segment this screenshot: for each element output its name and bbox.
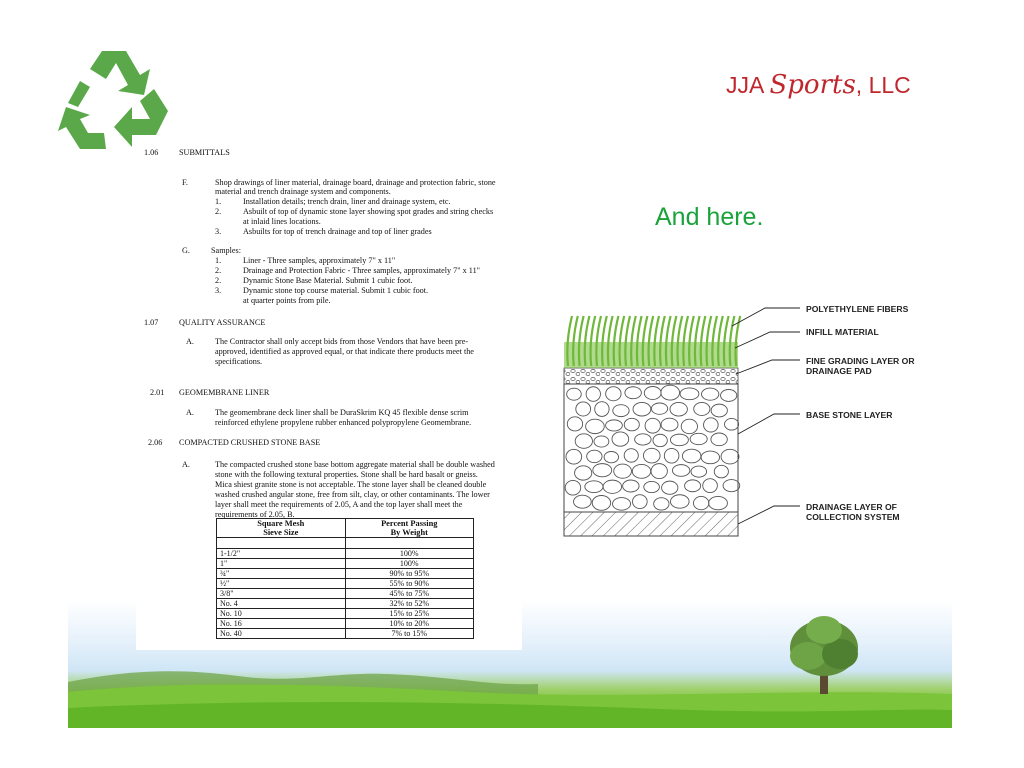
paragraph-line: material and trench drainage system and components. (215, 187, 391, 196)
label-drainage-layer: DRAINAGE LAYER OF COLLECTION SYSTEM (806, 502, 900, 522)
paragraph-line: The compacted crushed stone base bottom aggregate material shall be double washed (215, 460, 495, 469)
label-polyethylene-fibers: POLYETHYLENE FIBERS (806, 304, 909, 314)
paragraph-line: washed crushed angular stone, free from silt, clay, or other contaminants. The lower (215, 490, 490, 499)
paragraph-line: layer shall meet the requirements of 2.05, A and the top layer shall meet the (215, 500, 463, 509)
list-number: 2. (215, 207, 222, 216)
table-row: No. 16 10% to 20% (217, 619, 474, 629)
paragraph-line: stone with the following textural properties. Stone shall be hard basalt or gneiss. (215, 470, 478, 479)
section-number: 1.07 (144, 318, 159, 327)
list-number: 1. (215, 256, 222, 265)
section-title: COMPACTED CRUSHED STONE BASE (179, 438, 321, 447)
list-item: Asbuilts for top of trench drainage and top of liner grades (243, 227, 432, 236)
label-fine-grading-layer: FINE GRADING LAYER OR DRAINAGE PAD (806, 356, 915, 376)
table-header: Percent Passing By Weight (345, 519, 474, 538)
table-row: 1" 100% (217, 559, 474, 569)
paragraph-line: Samples: (211, 246, 242, 255)
turf-layers-illustration (560, 296, 960, 546)
label-infill-material: INFILL MATERIAL (806, 327, 879, 337)
callout-text: And here. (655, 203, 764, 231)
table-row: No. 10 15% to 25% (217, 609, 474, 619)
brand-script: Sports (769, 70, 856, 100)
section-title: QUALITY ASSURANCE (179, 318, 266, 327)
item-label: A. (186, 337, 194, 346)
paragraph-line: Mica shiest granite stone is not acceptable. The stone layer shall be cleaned double (215, 480, 487, 489)
list-item: Dynamic stone top course material. Submit 1 cubic foot. (243, 286, 429, 295)
table-row: 3/8" 45% to 75% (217, 589, 474, 599)
section-title: SUBMITTALS (179, 148, 230, 157)
table-header: Square Mesh Sieve Size (217, 519, 346, 538)
table-row: 1-1/2" 100% (217, 549, 474, 559)
table-header-row (217, 519, 474, 538)
brand-title: JJA Sports, LLC (726, 70, 911, 100)
list-number: 2. (215, 276, 222, 285)
table-row: No. 4 32% to 52% (217, 599, 474, 609)
section-number: 2.06 (148, 438, 163, 447)
tree-icon (790, 616, 858, 694)
item-label: F. (182, 178, 188, 187)
table-row: ½" 55% to 90% (217, 579, 474, 589)
list-number: 3. (215, 227, 222, 236)
turf-cross-section-diagram (560, 296, 960, 546)
table-row: ¾" 90% to 95% (217, 569, 474, 579)
list-item: at quarter points from pile. (243, 296, 331, 305)
label-base-stone-layer: BASE STONE LAYER (806, 410, 893, 420)
list-item: Asbuilt of top of dynamic stone layer showing spot grades and string checks (243, 207, 494, 216)
list-item: at inlaid lines locations. (243, 217, 321, 226)
paragraph-line: The geomembrane deck liner shall be DuraSkrim KQ 45 flexible dense scrim (215, 408, 469, 417)
list-item: Liner - Three samples, approximately 7" x 11" (243, 256, 396, 265)
list-number: 2. (215, 266, 222, 275)
paragraph-line: Shop drawings of liner material, drainage board, drainage and protection fabric, stone (215, 178, 496, 187)
item-label: A. (186, 408, 194, 417)
list-item: Drainage and Protection Fabric - Three samples, approximately 7" x 11" (243, 266, 481, 275)
section-title: GEOMEMBRANE LINER (179, 388, 270, 397)
section-number: 2.01 (150, 388, 165, 397)
section-number: 1.06 (144, 148, 159, 157)
list-number: 3. (215, 286, 222, 295)
paragraph-line: reinforced ethylene propylene rubber enhanced polypropylene Geomembrane. (215, 418, 472, 427)
paragraph-line: requirements of 2.05, B. (215, 510, 295, 519)
sieve-table (216, 518, 474, 639)
table-spacer-row (217, 538, 474, 549)
list-number: 1. (215, 197, 222, 206)
item-label: A. (182, 460, 190, 469)
list-item: Dynamic Stone Base Material. Submit 1 cubic foot. (243, 276, 413, 285)
table-row: No. 40 7% to 15% (217, 629, 474, 639)
spec-document (136, 140, 522, 650)
paragraph-line: The Contractor shall only accept bids from those Vendors that have been pre- (215, 337, 469, 346)
item-label: G. (182, 246, 190, 255)
paragraph-line: approved, identified as approved equal, or that indicate there products meet the (215, 347, 474, 356)
list-item: Installation details; trench drain, liner and drainage system, etc. (243, 197, 451, 206)
paragraph-line: specifications. (215, 357, 263, 366)
